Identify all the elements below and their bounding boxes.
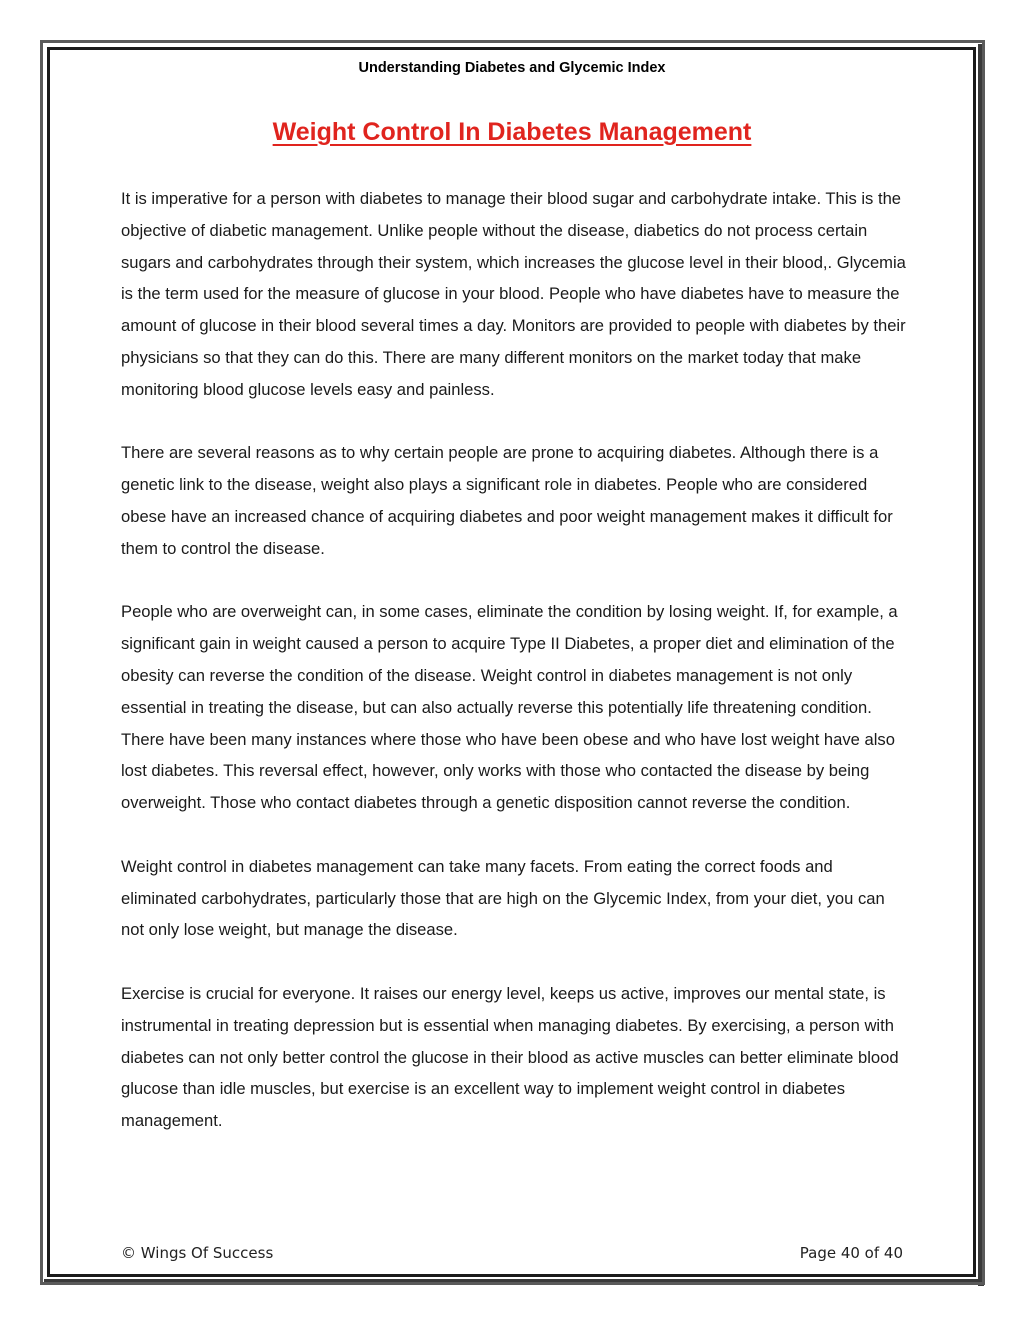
paragraph: People who are overweight can, in some cases, eliminate the condition by losing weight. If, for example, a significant gain in weight caused a person to acquire Type II Diabetes, a proper diet and elimination of the obesity can reverse the condition of the disease. Weight control in diabetes management is not only essential in treating the disease, but can also actually reverse this potentially life threatening condition. There have been many instances where those who have been obese and who have lost weight have also lost diabetes. This reversal effect, however, only works with those who contacted the disease by being overweight. Those who contact diabetes through a genetic disposition cannot reverse the condition. (121, 602, 898, 813)
paragraph: Weight control in diabetes management can take many facets. From eating the correct foods and eliminated carbohydrates, particularly those that are high on the Glycemic Index, from your diet, you can not only lose weight, but manage the disease. (121, 856, 885, 940)
running-header: Understanding Diabetes and Glycemic Index (358, 60, 666, 76)
page-title: Weight Control In Diabetes Management (272, 118, 752, 146)
body-text (121, 183, 911, 1169)
copyright-notice: © Wings Of Success (121, 1244, 274, 1262)
paragraph: It is imperative for a person with diabetes to manage their blood sugar and carbohydrate intake. This is the objective of diabetic management. Unlike people without the disease, diabetics do not process certain sugars and carbohydrates through their system, which increases the glucose level in their blood,. Glycemia is the term used for the measure of glucose in your blood. People who have diabetes have to measure the amount of glucose in their blood several times a day. Monitors are provided to people with diabetes by their physicians so that they can do this. There are many different monitors on the market today that make monitoring blood glucose levels easy and painless. (121, 189, 906, 399)
paragraph: There are several reasons as to why certain people are prone to acquiring diabetes. Although there is a genetic link to the disease, weight also plays a significant role in diabetes. People who are considered obese have an increased chance of acquiring diabetes and poor weight management makes it difficult for them to control the disease. (121, 443, 893, 558)
page-number: Page 40 of 40 (799, 1244, 903, 1262)
paragraph: Exercise is crucial for everyone. It raises our energy level, keeps us active, improves our mental state, is instrumental in treating depression but is essential when managing diabetes. By exercising, a person with diabetes can not only better control the glucose in their blood as active muscles can better eliminate blood glucose than idle muscles, but exercise is an excellent way to implement weight control in diabetes management. (121, 983, 899, 1131)
